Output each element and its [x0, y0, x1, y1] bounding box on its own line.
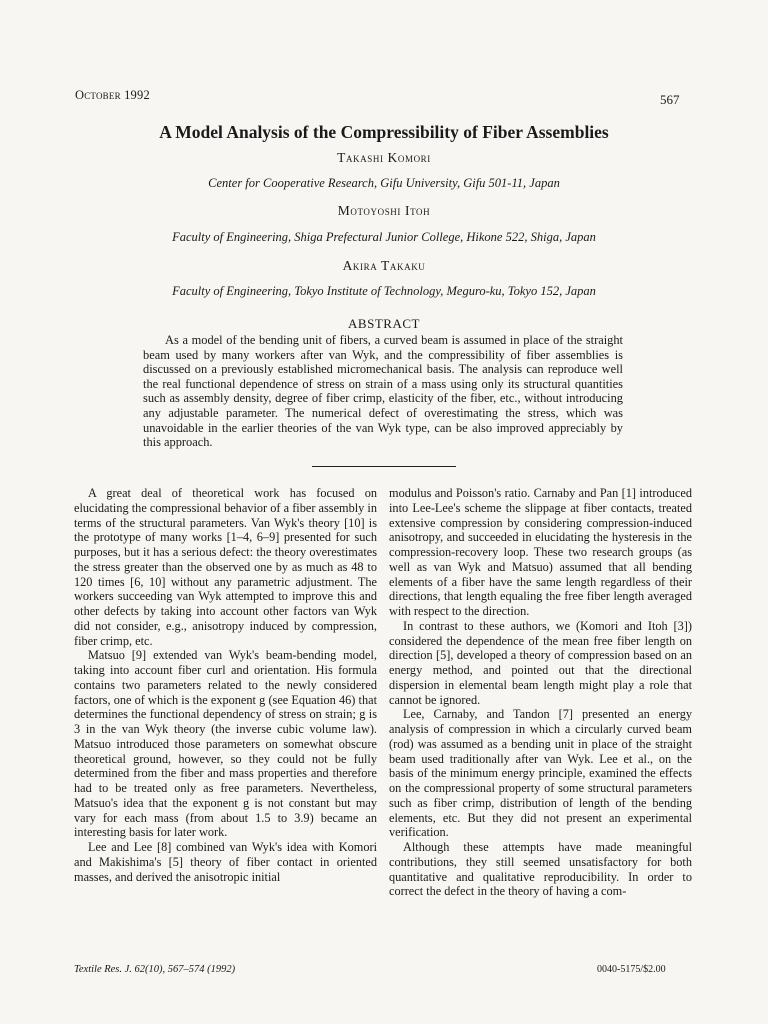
body-column-right	[389, 486, 692, 899]
author-name: Takashi Komori	[337, 150, 431, 165]
journal-citation: Textile Res. J. 62(10), 567–574 (1992)	[74, 964, 236, 975]
page-number: 567	[660, 92, 680, 107]
journal-date: October 1992	[75, 88, 150, 102]
body-paragraph: Lee and Lee [8] combined van Wyk's idea with Komori and Makishima's [5] theory of fiber contact in oriented masses, and derived the anisotropic initial	[74, 840, 377, 884]
body-column-left	[74, 486, 377, 884]
author-affiliation: Faculty of Engineering, Tokyo Institute of Technology, Meguro-ku, Tokyo 152, Japan	[172, 284, 596, 298]
author-name: Motoyoshi Itoh	[337, 203, 431, 218]
abstract-heading: ABSTRACT	[348, 316, 420, 331]
author-affiliation: Faculty of Engineering, Shiga Prefectural Junior College, Hikone 522, Shiga, Japan	[172, 230, 596, 244]
article-code: 0040-5175/$2.00	[597, 964, 666, 975]
author-affiliation: Center for Cooperative Research, Gifu University, Gifu 501-11, Japan	[208, 176, 560, 190]
author-name: Akira Takaku	[342, 258, 426, 273]
body-paragraph: Matsuo [9] extended van Wyk's beam-bending model, taking into account fiber curl and orientation. His formula contains two parameters related to the newly considered factors, one of which is the exponent g (see Equation 46) that determines the functional dependency of stress on strain; g is 3 in the van Wyk theory (the inverse cubic volume law). Matsuo introduced those parameters on somewhat obscure theoretical ground, however, so they could not be fully determined from the fiber and mass properties and therefore had to be treated only as free parameters. Nevertheless, Matsuo's idea that the exponent g is not constant but may vary for each mass (from about 1.5 to 3.9) became an interesting basis for later work.	[74, 648, 377, 840]
abstract-text: As a model of the bending unit of fibers, a curved beam is assumed in place of the straight beam used by many workers after van Wyk, and the compressibility of fiber assemblies is discussed on a previously established micromechanical basis. The analysis can reproduce well the real functional dependence of stress on strain of a mass using only its structural quantities such as assembly density, degree of fiber crimp, elasticity of the fiber, etc., without introducing any adjustable parameter. The numerical defect of overestimating the stress, which was unavoidable in the earlier theories of the van Wyk type, can be also improved appreciably by this approach.	[143, 333, 623, 450]
paper-title: A Model Analysis of the Compressibility of Fiber Assemblies	[159, 122, 609, 142]
body-paragraph: Although these attempts have made meaningful contributions, they still seemed unsatisfactory for both quantitative and qualitative reproducibility. In order to correct the defect in the theory of having a com-	[389, 840, 692, 899]
body-paragraph: A great deal of theoretical work has focused on elucidating the compressional behavior of a fiber assembly in terms of the structural parameters. Van Wyk's theory [10] is the prototype of many works [1–4, 6–9] presented for such purposes, but it has a serious defect: the theory overestimates the stress greater than the observed one by as much as 48 to 120 times [6, 10] without any parametric adjustment. The workers succeeding van Wyk attempted to improve this and other defects by taking into account other factors van Wyk did not consider, e.g., anisotropy induced by compression, fiber crimp, etc.	[74, 486, 377, 648]
body-paragraph: Lee, Carnaby, and Tandon [7] presented an energy analysis of compression in which a circularly curved beam (rod) was assumed as a bending unit in place of the straight beam used traditionally after van Wyk. Lee et al., on the basis of the minimum energy principle, examined the effects on the compressional property of some structural parameters such as fiber crimp, distribution of length of the bending elements, etc. But they did not present an experimental verification.	[389, 707, 692, 840]
body-paragraph: In contrast to these authors, we (Komori and Itoh [3]) considered the dependence of the mean free fiber length on direction [5], developed a theory of compression based on an energy method, and pointed out that the directional dispersion in elemental beam length might play a role that cannot be ignored.	[389, 618, 692, 707]
body-paragraph: modulus and Poisson's ratio. Carnaby and Pan [1] introduced into Lee-Lee's scheme the slippage at fiber contacts, treated extensive compression by considering compression-induced anisotropy, and succeeded in elucidating the hysteresis in the compression-recovery loop. These two research groups (as well as van Wyk and Matsuo) assumed that all bending elements of a fiber have the same length regardless of their directions, that length equaling the free fiber length averaged with respect to the direction.	[389, 486, 692, 618]
section-divider	[312, 466, 456, 467]
